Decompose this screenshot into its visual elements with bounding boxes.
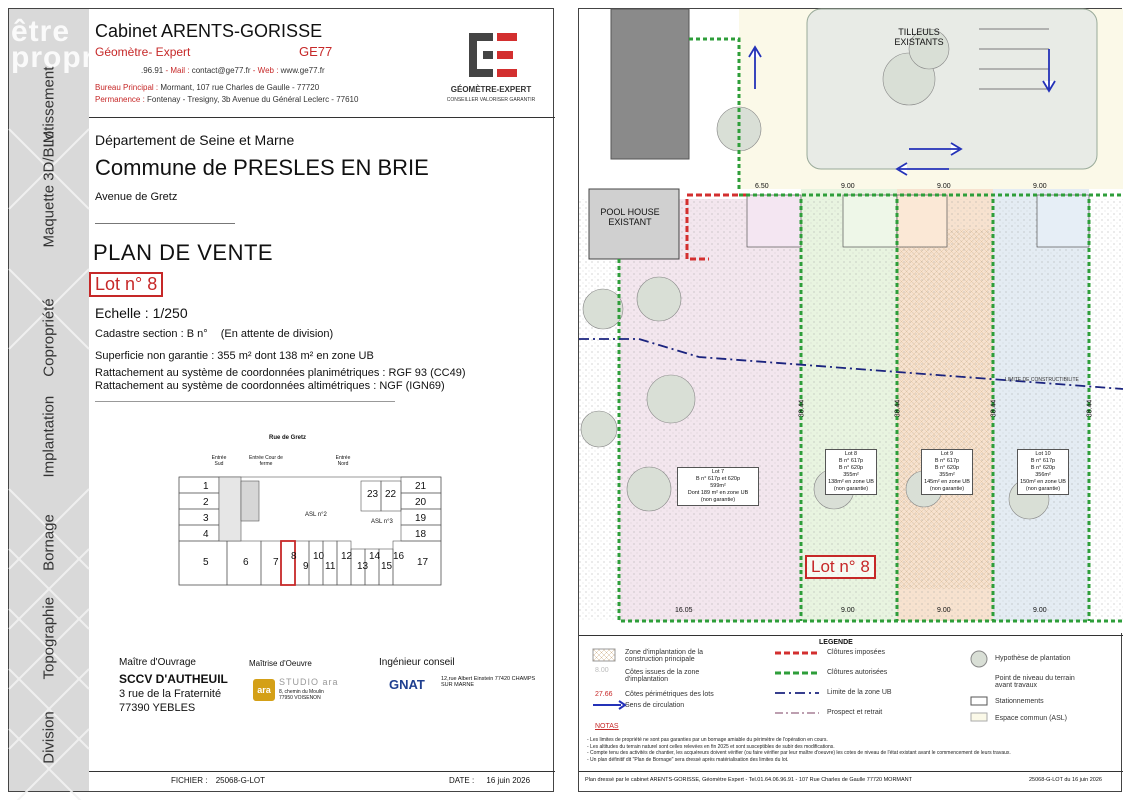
note-line: - Compte tenu des activités de chantier, les acquéreurs doivent vérifier (ou faire vérifier par leur maître d'oeuvre) les cotes de niveau de l'état existant avant le commencement de leurs travaux.: [587, 750, 1011, 756]
lot-line: 599m²: [710, 483, 726, 489]
keymap-entry-nord: Entrée Nord: [335, 455, 351, 467]
lot-line: B n° 620p: [934, 465, 960, 471]
sidebar-item-maquette: Maquette 3D/BIM: [40, 130, 58, 248]
keymap-lot: 14: [369, 551, 381, 562]
firm-subtitle: Géomètre- Expert: [95, 45, 191, 59]
services-sidebar: [9, 9, 104, 791]
legend-item: Prospect et retrait: [827, 709, 883, 716]
keymap-lot: 6: [243, 557, 249, 568]
date-value: 16 juin 2026: [486, 776, 531, 785]
date-label: DATE :: [449, 776, 475, 785]
legend-sample-b: 27.66: [595, 691, 613, 698]
lot8-info: [825, 449, 877, 495]
dim-bottom: 9.00: [841, 607, 855, 614]
keymap-lot: 7: [273, 557, 279, 568]
keymap-lot: 1: [203, 481, 209, 492]
lot-line: (non garantie): [700, 497, 736, 503]
header-divider: [89, 117, 555, 118]
lot-line: 355m²: [939, 472, 955, 478]
surface: Superficie non garantie : 355 m² dont 138 m² en zone UB: [95, 350, 374, 362]
cadastre-section: Cadastre section : B n°: [95, 328, 208, 340]
lot7-info: [677, 467, 759, 506]
file-value: 25068-G-LOT: [215, 776, 266, 785]
keymap-lot: 9: [303, 561, 309, 572]
legend-item: Côtes périmétriques des lots: [625, 691, 714, 698]
legend-item: Hypothèse de plantation: [995, 655, 1071, 662]
perm-address: Fontenay - Tresigny, 3b Avenue du Général Leclerc - 77610: [147, 95, 359, 104]
firm-web[interactable]: www.ge77.fr: [280, 66, 325, 75]
notes-title: NOTAS: [595, 723, 619, 730]
ge-logo-mark: [441, 25, 541, 85]
legend-item: Côtes issues de la zone d'implantation: [625, 669, 700, 683]
web-label: - Web :: [252, 66, 279, 75]
note-line: - Les limites de propriété ne sont pas garanties par un bornage amiable du périmètre de l'opération en cours.: [587, 737, 828, 743]
keymap-asl2: ASL n°2: [305, 512, 327, 518]
department: Département de Seine et Marne: [95, 132, 295, 148]
keymap-lot: 18: [415, 529, 427, 540]
legend-item: Zone d'implantation de la construction principale: [625, 649, 703, 663]
keymap-lot: 4: [203, 529, 209, 540]
lot-badge: Lot n° 8: [89, 272, 163, 297]
notes: [587, 737, 1117, 763]
legend-item: Clôtures imposées: [827, 649, 885, 656]
lot-big-label: Lot n° 8: [805, 555, 876, 579]
dim-top: 6.50: [755, 183, 769, 190]
tilleuls-label: TILLEULS EXISTANTS: [894, 27, 944, 47]
dim-side: 38.44: [990, 399, 998, 418]
plan-sheet: [578, 8, 1122, 792]
moe-address: 8, chemin du Moulin 77950 VOISENON: [279, 689, 324, 701]
dim-top: 9.00: [1033, 183, 1047, 190]
keymap-lot: 20: [415, 497, 427, 508]
legend-item: Stationnements: [995, 698, 1044, 705]
legend-sample-a: 8.00: [595, 667, 609, 674]
lot-title: Lot 10: [1035, 451, 1051, 457]
note-line: - Les altitudes du terrain naturel sont celles relevées en fin 2025 et sont susceptibles de subir des modifications.: [587, 743, 835, 750]
dim-side: 38.44: [798, 399, 806, 418]
footer-divider: [89, 771, 555, 772]
zone-ub-label: LIMITE DE CONSTRUCTIBILITE: [1005, 377, 1079, 383]
existing-building: [611, 9, 689, 159]
mo-name: SCCV D'AUTHEUIL: [119, 672, 228, 686]
lot-title: Lot 8: [844, 451, 858, 457]
keymap-lot: 8: [291, 551, 297, 562]
dim-bottom: 16.05: [675, 607, 693, 614]
lot-line: 355m²: [843, 472, 859, 478]
keymap-lot: 22: [385, 489, 397, 500]
keymap-lot: 5: [203, 557, 209, 568]
logo-title: GÉOMÈTRE-EXPERT: [450, 85, 532, 94]
lot-line: 138m² en zone UB (non garantie): [828, 479, 874, 492]
lot-line: B n° 617p: [838, 458, 864, 464]
keymap-lot: 12: [341, 551, 353, 562]
keymap-lot: 15: [381, 561, 393, 572]
firm-mail[interactable]: contact@ge77.fr: [191, 66, 251, 75]
mo-address-1: 3 rue de la Fraternité: [119, 688, 222, 700]
lot10-info: [1017, 449, 1069, 495]
office-address: Mormant, 107 rue Charles de Gaulle - 77720: [160, 83, 320, 92]
keymap-lot: 13: [357, 561, 369, 572]
mo-address-2: 77390 YEBLES: [119, 702, 196, 714]
dim-side: 38.44: [1086, 399, 1094, 418]
sidebar-item-bornage: Bornage: [40, 514, 58, 571]
legend-item: Sens de circulation: [625, 702, 685, 709]
office-label: Bureau Principal :: [95, 83, 159, 92]
plan-credit: Plan dressé par le cabinet ARENTS-GORISSE, Géomètre Expert - Tel.01.64.06.96.91 - 107 Rue Charles de Gaulle 77720 MORMANT: [585, 777, 913, 783]
note-line: - Un plan définitif dit "Plan de Bornage" sera dressé après matérialisation des limites du lot.: [587, 756, 789, 763]
keymap-lot8-highlight: [281, 541, 295, 585]
keymap-lot: 11: [325, 561, 336, 572]
plan-ref: 25068-G-LOT du 16 juin 2026: [1029, 777, 1102, 783]
geometre-expert-logo: [441, 25, 541, 115]
address-underline: [95, 223, 235, 224]
moe-name: STUDIO ara: [279, 677, 339, 687]
rattach-plani: Rattachement au système de coordonnées planimétriques : RGF 93 (CC49): [95, 367, 466, 379]
sidebar-item-topographie: Topographie: [40, 596, 58, 680]
perm-label: Permanence :: [95, 95, 145, 104]
lot-line: B n° 620p: [1030, 465, 1056, 471]
info-divider: [95, 401, 395, 402]
sidebar-item-lotissement: Lotissement: [40, 66, 58, 148]
watermark-logo: être propri: [11, 15, 104, 74]
dim-bottom: 9.00: [937, 607, 951, 614]
lot-line: B n° 617p et 620p: [695, 476, 741, 482]
cadastre-note: (En attente de division): [220, 328, 334, 340]
keymap-entry-ferme: Entrée Cour de ferme: [249, 455, 283, 467]
moe-label: Maîtrise d'Oeuvre: [249, 659, 312, 668]
title-block-sheet: [8, 8, 554, 792]
gnat-logo: GNAT: [389, 677, 425, 692]
firm-phone: .96.91: [141, 66, 164, 75]
logo-subtitle: CONSEILLER VALORISER GARANTIR: [446, 97, 536, 103]
sidebar-item-copropriete: Copropriété: [40, 298, 58, 377]
keymap-entry-sud: Entrée Sud: [211, 455, 227, 467]
dim-side: 38.44: [894, 399, 902, 418]
keymap-lot: 16: [393, 551, 405, 562]
commune: Commune de PRESLES EN BRIE: [95, 155, 429, 180]
studio-ara-logo: ara: [253, 679, 275, 701]
legend-title: LEGENDE: [819, 639, 853, 646]
keymap-lot: 19: [415, 513, 427, 524]
legend-item: Point de niveau du terrain avant travaux: [995, 675, 1075, 689]
keymap-lot: 21: [415, 481, 427, 492]
legend-item: Limite de la zone UB: [827, 689, 892, 696]
keymap-road: Rue de Gretz: [269, 435, 307, 441]
lot-line: 150m² en zone UB (non garantie): [1020, 479, 1066, 492]
pool-house-label: POOL HOUSE EXISTANT: [600, 207, 660, 227]
keymap-lot: 17: [417, 557, 429, 568]
dim-top: 9.00: [841, 183, 855, 190]
lot-line: 356m²: [1035, 472, 1051, 478]
lot-line: B n° 620p: [838, 465, 864, 471]
sidebar-item-implantation: Implantation: [40, 395, 58, 478]
lot-title: Lot 7: [711, 469, 725, 475]
mo-label: Maître d'Ouvrage: [119, 657, 196, 668]
plan-title: PLAN DE VENTE: [93, 240, 274, 265]
lot-line: 145m² en zone UB (non garantie): [924, 479, 970, 492]
dim-top: 9.00: [937, 183, 951, 190]
legend-divider: [579, 635, 1123, 636]
keymap-lot: 3: [203, 513, 209, 524]
site-plan: [579, 9, 1123, 633]
lot9-info: [921, 449, 973, 495]
mail-label: - Mail :: [165, 66, 190, 75]
lot-title: Lot 9: [940, 451, 954, 457]
keymap-lot: 2: [203, 497, 209, 508]
dim-bottom: 9.00: [1033, 607, 1047, 614]
ing-address: 12,rue Albert Einstein 77420 CHAMPS SUR MARNE: [441, 676, 536, 688]
file-label: FICHIER :: [171, 776, 208, 785]
keymap-asl3: ASL n°3: [371, 519, 393, 525]
scale: Echelle : 1/250: [95, 305, 188, 321]
keymap-lot: 10: [313, 551, 325, 562]
ing-label: Ingénieur conseil: [379, 657, 455, 668]
firm-name: Cabinet ARENTS-GORISSE: [95, 21, 323, 41]
rattach-alti: Rattachement au système de coordonnées altimétriques : NGF (IGN69): [95, 380, 445, 392]
lot-line: B n° 617p: [1030, 458, 1056, 464]
keymap-lot: 23: [367, 489, 379, 500]
legend-item: Clôtures autorisées: [827, 669, 888, 676]
lot-line: Dont 189 m² en zone UB: [687, 490, 749, 496]
address: Avenue de Gretz: [95, 191, 178, 203]
sidebar-item-division: Division: [40, 711, 58, 764]
plan-footer-divider: [579, 771, 1123, 772]
legend-item: Espace commun (ASL): [995, 715, 1067, 722]
firm-code: GE77: [299, 44, 333, 59]
lot-line: B n° 617p: [934, 458, 960, 464]
key-map: [169, 429, 469, 609]
